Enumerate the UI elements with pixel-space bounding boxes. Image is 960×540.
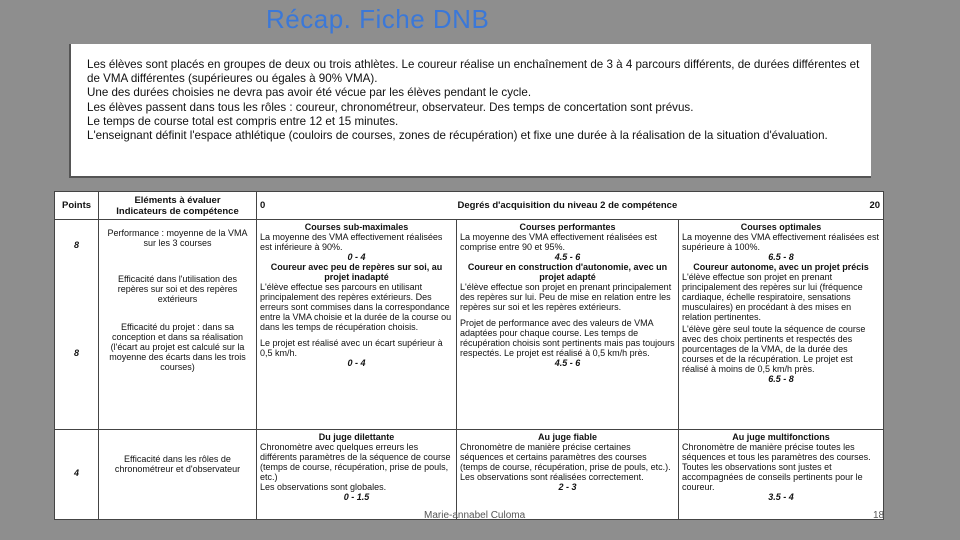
- intro-line: L'enseignant définit l'espace athlétique (couloirs de courses, zones de récupération) et fixe une durée à la réalisation de la situation d'évaluation.: [87, 129, 828, 143]
- level-text: Projet de performance avec des valeurs de VMA adaptées pour chaque course. Les temps de récupération choisis sont pertinents mais pas toujours respectés. Le projet est réalisé à 0,5 km/h près.: [460, 318, 675, 358]
- level-range: 3.5 - 4: [768, 492, 794, 502]
- table-header-row: [55, 192, 884, 220]
- intro-line: de VMA différentes (supérieures ou égales à 90% VMA).: [87, 72, 378, 86]
- header-degrees-label: Degrés d'acquisition du niveau 2 de compétence: [457, 200, 678, 211]
- indicator: Efficacité dans l'utilisation des repères sur soi et des repères extérieurs: [117, 274, 238, 304]
- level-text: Les observations sont réalisées correctement.: [460, 472, 644, 482]
- level-cell: [457, 430, 679, 520]
- level-range: 0 - 4: [347, 252, 366, 262]
- indicator: Performance : moyenne de la VMA sur les 3 courses: [107, 228, 248, 248]
- level-range: 6.5 - 8: [768, 252, 794, 262]
- level-text: Les observations sont globales.: [260, 482, 387, 492]
- level-title: Au juge fiable: [537, 432, 597, 442]
- level-cell: [457, 220, 679, 430]
- header-degrees: [257, 192, 884, 220]
- level-title: Courses optimales: [740, 222, 822, 232]
- page-number: 18: [873, 510, 885, 521]
- intro-line: Une des durées choisies ne devra pas avoir été vécue par les élèves pendant le cycle.: [87, 86, 532, 100]
- level-title: Au juge multifonctions: [732, 432, 830, 442]
- intro-line: Les élèves passent dans tous les rôles : coureur, chronométreur, observateur. Des temps de concertation sont prévus.: [87, 100, 694, 114]
- level-cell: [679, 430, 884, 520]
- level-text: L'élève effectue son projet en prenant principalement des repères sur lui (fréquence cardiaque, échelle respiratoire, sensations musculaires) en procédant à des mises en relation pertinentes.: [682, 272, 863, 322]
- table-row: [55, 430, 884, 520]
- level-text: La moyenne des VMA effectivement réalisées est supérieure à 100%.: [682, 232, 879, 252]
- points-value: 8: [73, 240, 79, 250]
- intro-line: Le temps de course total est compris entre 12 et 15 minutes.: [87, 114, 399, 128]
- level-cell: [679, 220, 884, 430]
- row-indicators: [99, 220, 257, 430]
- level-cell: [257, 430, 457, 520]
- row-points: [55, 430, 99, 520]
- level-title: Coureur autonome, avec un projet précis: [693, 262, 869, 272]
- level-text: L'élève effectue ses parcours en utilisant principalement des repères extérieurs. Des erreurs sont commises dans la correspondance entre la VMA choisie et la durée de la course ou dans les temps de récupération choisis.: [260, 282, 452, 332]
- level-range: 2 - 3: [558, 482, 577, 492]
- level-title: Coureur en construction d'autonomie, avec un projet adapté: [467, 262, 668, 282]
- level-text: Chronomètre avec quelques erreurs les différents paramètres de la séquence de course (temps de course, récupération, prise de pouls, etc.): [260, 442, 451, 482]
- intro-line: Les élèves sont placés en groupes de deux ou trois athlètes. Le coureur réalise un enchaînement de 3 à 4 parcours différents, de durées différentes et: [87, 58, 860, 71]
- level-cell: [257, 220, 457, 430]
- table-row: [55, 220, 884, 430]
- level-range: 0 - 4: [347, 358, 366, 368]
- header-points: Points: [55, 192, 99, 220]
- row-points: [55, 220, 99, 430]
- points-value: 8: [73, 348, 79, 358]
- header-twenty: 20: [869, 200, 881, 211]
- level-range: 6.5 - 8: [768, 374, 794, 384]
- evaluation-grid: [54, 191, 883, 520]
- level-range: 4.5 - 6: [554, 252, 581, 262]
- level-text: Chronomètre de manière précise certaines séquences et certains paramètres des courses (temps de course, récupération, prise de pouls, etc.).: [460, 442, 671, 472]
- level-text: Le projet est réalisé avec un écart supérieur à 0,5 km/h.: [260, 338, 443, 358]
- level-range: 4.5 - 6: [554, 358, 581, 368]
- header-zero: 0: [260, 200, 266, 211]
- level-text: L'élève gère seul toute la séquence de course avec des choix pertinents et respectés des pourcentages de la VMA, de la durée des courses et de la récupération. Le projet est réalisé à moins de 0,5 km/h près.: [682, 324, 866, 374]
- level-text: L'élève effectue son projet en prenant principalement des repères sur lui. Peu de mise en relation entre les repères sur soi et les repères extérieurs.: [460, 282, 672, 312]
- indicator: Efficacité dans les rôles de chronométreur et d'observateur: [114, 454, 241, 474]
- level-title: Courses performantes: [519, 222, 616, 232]
- intro-box: [69, 44, 871, 178]
- level-title: Coureur avec peu de repères sur soi, au projet inadapté: [270, 262, 443, 282]
- row-indicators: [99, 430, 257, 520]
- level-range: 0 - 1.5: [343, 492, 370, 502]
- level-title: Courses sub-maximales: [304, 222, 409, 232]
- level-text: La moyenne des VMA effectivement réalisées est inférieure à 90%.: [260, 232, 443, 252]
- level-title: Du juge dilettante: [318, 432, 395, 442]
- indicator: Efficacité du projet : dans sa conception et dans sa réalisation (l'écart au projet est calculé sur la moyenne des écarts dans les trois courses): [109, 322, 246, 372]
- points-value: 4: [73, 468, 79, 478]
- level-text: Chronomètre de manière précise toutes les séquences et tous les paramètres des courses. Toutes les observations sont justes et accompagnées de conseils pertinents pour le coureur.: [682, 442, 871, 492]
- slide-title: Récap. Fiche DNB: [266, 4, 490, 34]
- header-elements: Eléments à évaluer Indicateurs de compétence: [99, 192, 257, 220]
- footer-author: Marie-annabel Culoma: [424, 510, 526, 521]
- level-text: La moyenne des VMA effectivement réalisées est comprise entre 90 et 95%.: [460, 232, 657, 252]
